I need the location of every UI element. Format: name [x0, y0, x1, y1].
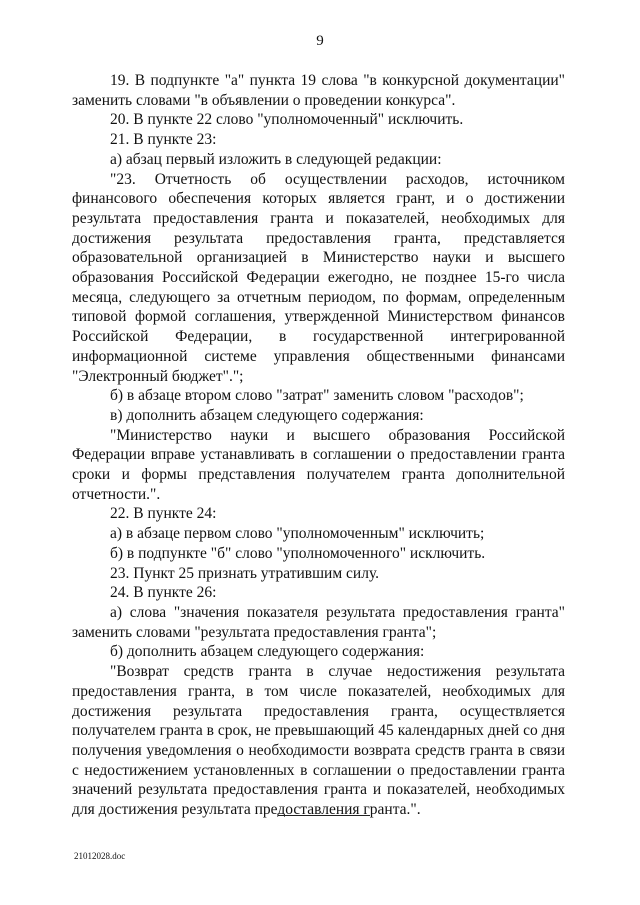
- paragraph-24-a: а) слова "значения показателя результата предоставления гранта" заменить словами "результата предоставления гранта";: [72, 603, 565, 641]
- paragraph-24-b: б) дополнить абзацем следующего содержания:: [110, 643, 425, 661]
- divider-line: [278, 815, 370, 816]
- paragraph-quote-return: "Возврат средств гранта в случае недостижения результата предоставления гранта, в том числе показателей, необходимых для достижения результата предоставления гранта, осуществляется получателем гранта в срок, не превышающий 45 календарных дней со дня получения уведомления о необходимости возврата средств гранта в связи с недостижением установленных в соглашении о предоставлении гранта значений результата предоставления гранта и показателей, необходимых для достижения результата предоставления гранта.".: [72, 663, 565, 819]
- paragraph-21: 21. В пункте 23:: [110, 131, 217, 149]
- document-body: [72, 71, 565, 820]
- file-name-footer: 21012028.doc: [74, 851, 126, 861]
- paragraph-quote-23: "23. Отчетность об осуществлении расходов, источником финансового обеспечения которых является грант, и о достижении результата предоставления гранта и показателей, необходимых для достижения результата предоставления гранта, представляется образовательной организацией в Министерство науки и высшего образования Российской Федерации ежегодно, не позднее 15-го числа месяца, следующего за отчетным периодом, по формам, определенным типовой формой соглашения, утвержденной Министерством финансов Российской Федерации, в государственной интегрированной информационной системе управления общественными финансами "Электронный бюджет".";: [72, 170, 565, 385]
- page-number: 9: [316, 33, 324, 49]
- paragraph-23: 23. Пункт 25 признать утратившим силу.: [110, 564, 380, 582]
- paragraph-19: 19. В подпункте "а" пункта 19 слова "в конкурсной документации" заменить словами "в объявлении о проведении конкурса".: [72, 72, 565, 109]
- paragraph-24: 24. В пункте 26:: [110, 584, 217, 602]
- paragraph-22-b: б) в подпункте "б" слово "уполномоченного" исключить.: [110, 544, 486, 562]
- paragraph-22: 22. В пункте 24:: [110, 505, 217, 523]
- paragraph-21-v: в) дополнить абзацем следующего содержания:: [110, 406, 424, 424]
- paragraph-21-b: б) в абзаце втором слово "затрат" заменить словом "расходов";: [110, 387, 524, 405]
- paragraph-quote-ministry: "Министерство науки и высшего образования Российской Федерации вправе устанавливать в соглашении о предоставлении гранта сроки и формы представления получателем гранта дополнительной отчетности.".: [72, 426, 565, 503]
- paragraph-22-a: а) в абзаце первом слово "уполномоченным" исключить;: [110, 525, 485, 543]
- paragraph-21-a: а) абзац первый изложить в следующей редакции:: [110, 150, 442, 168]
- paragraph-20: 20. В пункте 22 слово "уполномоченный" исключить.: [110, 111, 464, 129]
